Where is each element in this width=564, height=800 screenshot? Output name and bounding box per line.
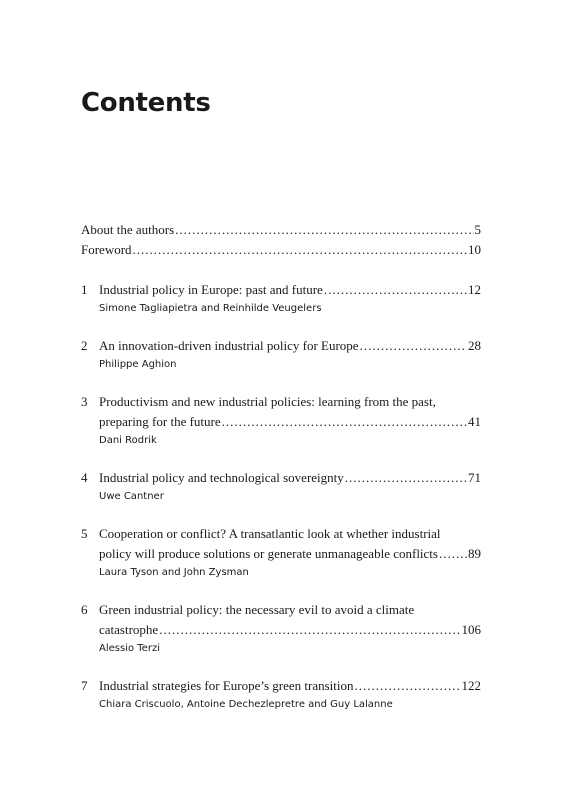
toc-entry-about-authors[interactable] xyxy=(81,220,481,240)
toc-chapter-1[interactable] xyxy=(81,280,481,317)
dot-leader xyxy=(133,240,467,260)
chapter-title-line xyxy=(99,280,481,300)
chapter-title-line xyxy=(99,620,481,640)
toc-page-number: 71 xyxy=(468,470,481,485)
toc-chapter-6[interactable] xyxy=(81,600,481,657)
chapter-title-line xyxy=(99,468,481,488)
dot-leader xyxy=(175,220,473,240)
chapter-authors: Laura Tyson and John Zysman xyxy=(99,567,249,578)
toc-chapter-4[interactable] xyxy=(81,468,481,505)
chapter-title-line xyxy=(99,336,481,356)
chapter-title: Industrial policy and technological sovereignty xyxy=(99,470,344,485)
toc-page-number: 12 xyxy=(468,282,481,297)
dot-leader xyxy=(355,676,461,696)
toc-chapter-7[interactable] xyxy=(81,676,481,713)
chapter-authors: Uwe Cantner xyxy=(99,491,164,502)
chapter-title: An innovation-driven industrial policy for Europe xyxy=(99,338,359,353)
toc-page-number: 106 xyxy=(461,622,481,637)
chapter-title: preparing for the future xyxy=(99,414,221,429)
chapter-number: 5 xyxy=(81,526,88,541)
chapter-title-line: Green industrial policy: the necessary evil to avoid a climate xyxy=(99,602,415,617)
dot-leader xyxy=(222,412,467,432)
chapter-title: catastrophe xyxy=(99,622,159,637)
dot-leader xyxy=(439,544,467,564)
toc-chapter-3[interactable] xyxy=(81,392,481,449)
toc-page-number: 122 xyxy=(461,678,481,693)
dot-leader xyxy=(324,280,467,300)
chapter-title: Industrial policy in Europe: past and future xyxy=(99,282,323,297)
chapter-number: 2 xyxy=(81,338,88,353)
chapter-title-line: Cooperation or conflict? A transatlantic look at whether industrial xyxy=(99,526,441,541)
toc-page-number: 28 xyxy=(468,338,481,353)
table-of-contents xyxy=(81,220,481,713)
chapter-authors: Philippe Aghion xyxy=(99,359,177,370)
chapter-number: 4 xyxy=(81,470,88,485)
dot-leader xyxy=(159,620,460,640)
toc-page-number: 89 xyxy=(468,546,481,561)
toc-entry-title: Foreword xyxy=(81,242,132,257)
chapter-title: policy will produce solutions or generate unmanageable conflicts xyxy=(99,546,438,561)
chapter-title-line xyxy=(99,676,481,696)
toc-chapter-2[interactable] xyxy=(81,336,481,373)
chapter-number: 6 xyxy=(81,602,88,617)
toc-entry-title: About the authors xyxy=(81,222,175,237)
chapter-title-line xyxy=(99,544,481,564)
chapter-authors: Chiara Criscuolo, Antoine Dechezlepretre and Guy Lalanne xyxy=(99,699,393,710)
toc-page-number: 5 xyxy=(474,222,481,237)
dot-leader xyxy=(345,468,467,488)
chapter-number: 1 xyxy=(81,282,88,297)
page-title: Contents xyxy=(81,88,211,118)
chapter-authors: Simone Tagliapietra and Reinhilde Veugelers xyxy=(99,303,322,314)
chapter-number: 3 xyxy=(81,394,88,409)
chapter-title: Industrial strategies for Europe’s green transition xyxy=(99,678,354,693)
chapter-authors: Dani Rodrik xyxy=(99,435,157,446)
dot-leader xyxy=(360,336,467,356)
chapter-title-line xyxy=(99,412,481,432)
toc-page-number: 10 xyxy=(468,242,481,257)
toc-chapter-5[interactable] xyxy=(81,524,481,581)
front-matter xyxy=(81,220,481,260)
chapter-title-line: Productivism and new industrial policies: learning from the past, xyxy=(99,394,436,409)
chapter-number: 7 xyxy=(81,678,88,693)
chapter-authors: Alessio Terzi xyxy=(99,643,160,654)
toc-entry-foreword[interactable] xyxy=(81,240,481,260)
toc-page-number: 41 xyxy=(468,414,481,429)
